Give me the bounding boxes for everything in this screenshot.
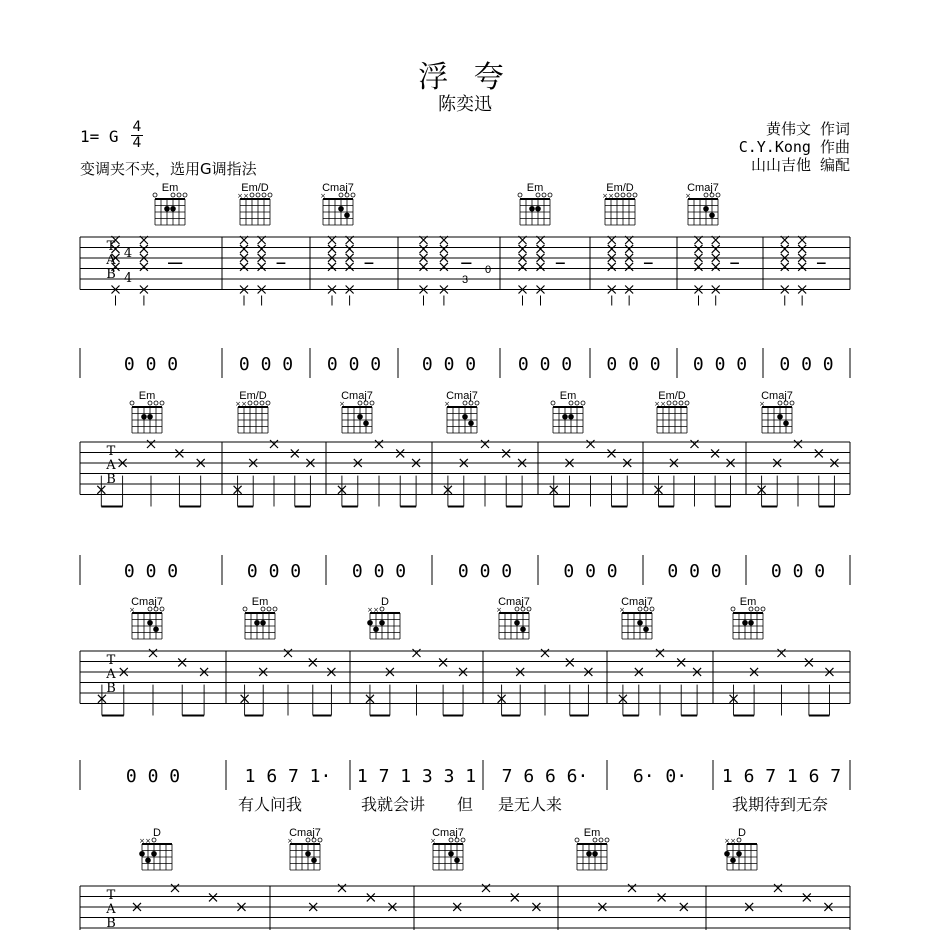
muted-string-marker: × bbox=[444, 400, 450, 408]
jianpu-measure: 0 0 0 bbox=[517, 354, 573, 375]
chord-finger-dot bbox=[151, 851, 157, 857]
tab-note-x bbox=[175, 449, 183, 457]
chord-diagram bbox=[731, 596, 765, 639]
chord-finger-dot bbox=[448, 851, 454, 857]
muted-string-marker: × bbox=[235, 400, 241, 408]
chord-name: Cmaj7 bbox=[322, 182, 354, 194]
chord-name: Em bbox=[138, 390, 156, 402]
jianpu-measure: 0 0 0 bbox=[123, 354, 179, 375]
tab-note-x bbox=[482, 884, 490, 892]
tab-note-x bbox=[711, 449, 719, 457]
tab-note-x bbox=[778, 649, 786, 657]
muted-string-marker: × bbox=[129, 606, 135, 614]
chord-finger-dot bbox=[344, 212, 350, 218]
open-string-marker bbox=[183, 193, 187, 197]
muted-string-marker: × bbox=[608, 192, 614, 200]
tab-clef-letter: B bbox=[106, 916, 116, 930]
muted-string-marker: × bbox=[685, 192, 691, 200]
chord-finger-dot bbox=[468, 420, 474, 426]
song-title: 浮 夸 bbox=[418, 60, 512, 95]
tab-note-x bbox=[628, 884, 636, 892]
jianpu-measure: 0 0 0 bbox=[238, 354, 294, 375]
tab-note-x bbox=[240, 245, 248, 253]
muted-string-marker: × bbox=[430, 837, 436, 845]
chord-diagram bbox=[130, 390, 164, 433]
chord-finger-dot bbox=[254, 620, 260, 626]
tab-note-x bbox=[781, 263, 789, 271]
tab-note-x bbox=[625, 245, 633, 253]
open-string-marker bbox=[266, 401, 270, 405]
chord-finger-dot bbox=[703, 206, 709, 212]
chord-diagram bbox=[654, 390, 689, 433]
tab-clef-letter: T bbox=[106, 239, 116, 254]
tab-note-x bbox=[420, 263, 428, 271]
chord-finger-dot bbox=[373, 626, 379, 632]
chord-diagram bbox=[551, 390, 585, 433]
tab-clef-letter: T bbox=[106, 444, 116, 459]
chord-name: Cmaj7 bbox=[446, 390, 478, 402]
open-string-marker bbox=[605, 838, 609, 842]
chord-diagram bbox=[759, 390, 794, 433]
chord-finger-dot bbox=[777, 414, 783, 420]
chord-name: Em bbox=[161, 182, 179, 194]
arranger-credit: 山山吉他 编配 bbox=[750, 156, 850, 174]
chord-finger-dot bbox=[139, 851, 145, 857]
chord-name: Cmaj7 bbox=[432, 827, 464, 839]
muted-string-marker: × bbox=[654, 400, 660, 408]
jianpu-measure: 0 0 0 bbox=[606, 354, 661, 375]
chord-finger-dot bbox=[730, 857, 736, 863]
tab-clef-letter: A bbox=[106, 458, 116, 473]
chord-name: Em bbox=[251, 596, 269, 608]
chord-finger-dot bbox=[586, 851, 592, 857]
tab-note-x bbox=[656, 649, 664, 657]
jianpu-measure: 1 6 7 1 6 7 bbox=[721, 766, 842, 787]
jianpu-measure: 0 0 0 bbox=[667, 561, 722, 582]
chord-finger-dot bbox=[637, 620, 643, 626]
song-artist: 陈奕迅 bbox=[438, 94, 492, 115]
tab-note-x bbox=[291, 449, 299, 457]
tab-clef-letter: A bbox=[106, 902, 116, 917]
lyric-text: 我期待到无奈 bbox=[731, 795, 829, 814]
tab-clef-letter: T bbox=[106, 888, 116, 903]
open-string-marker bbox=[599, 838, 603, 842]
tab-note-x bbox=[695, 245, 703, 253]
tab-note-x bbox=[338, 884, 346, 892]
chord-finger-dot bbox=[529, 206, 535, 212]
tab-note-x bbox=[537, 245, 545, 253]
tab-note-x bbox=[815, 449, 823, 457]
chord-diagram bbox=[339, 390, 374, 433]
chord-diagram bbox=[444, 390, 479, 433]
open-string-marker bbox=[685, 401, 689, 405]
chord-diagram bbox=[430, 827, 465, 870]
tab-note-x bbox=[481, 440, 489, 448]
chord-finger-dot bbox=[363, 420, 369, 426]
chord-finger-dot bbox=[145, 857, 151, 863]
key-signature: 1= G bbox=[80, 127, 119, 146]
tab-note-x bbox=[608, 245, 616, 253]
chord-diagram bbox=[320, 182, 355, 225]
tab-note-x bbox=[375, 440, 383, 448]
chord-finger-dot bbox=[535, 206, 541, 212]
tab-note-x bbox=[658, 893, 666, 901]
jianpu-measure: 0 0 0 bbox=[123, 561, 179, 582]
chord-finger-dot bbox=[742, 620, 748, 626]
chord-name: Cmaj7 bbox=[761, 390, 793, 402]
tab-note-x bbox=[798, 263, 806, 271]
chord-diagram bbox=[367, 596, 400, 639]
muted-string-marker: × bbox=[237, 192, 243, 200]
chord-name: Em bbox=[559, 390, 577, 402]
lyric-text: 但 bbox=[456, 795, 474, 814]
time-sig-top: 4 bbox=[132, 119, 142, 135]
chord-finger-dot bbox=[357, 414, 363, 420]
muted-string-marker: × bbox=[139, 837, 145, 845]
chord-finger-dot bbox=[462, 414, 468, 420]
open-string-marker bbox=[518, 193, 522, 197]
lyric-text: 有人问我 bbox=[237, 795, 303, 814]
chord-finger-dot bbox=[147, 414, 153, 420]
chord-finger-dot bbox=[748, 620, 754, 626]
lyric-text: 是无人来 bbox=[497, 795, 563, 814]
tab-clef-letter: B bbox=[106, 267, 116, 282]
open-string-marker bbox=[243, 607, 247, 611]
chord-diagram bbox=[139, 827, 172, 870]
jianpu-measure: 0 0 0 bbox=[125, 766, 181, 787]
chord-finger-dot bbox=[709, 212, 715, 218]
muted-string-marker: × bbox=[367, 606, 373, 614]
muted-string-marker: × bbox=[320, 192, 326, 200]
jianpu-measure: 0 0 0 bbox=[421, 354, 477, 375]
jianpu-measure: 7 6 6 6· bbox=[501, 766, 589, 787]
tab-note-x bbox=[803, 893, 811, 901]
muted-string-marker: × bbox=[660, 400, 666, 408]
chord-finger-dot bbox=[568, 414, 574, 420]
jianpu-measure: 0 0 0 bbox=[770, 561, 826, 582]
chord-diagram bbox=[619, 596, 654, 639]
jianpu-measure: 0 0 0 bbox=[563, 561, 618, 582]
chord-diagram bbox=[575, 827, 609, 870]
time-sig-bottom: 4 bbox=[132, 135, 142, 151]
jianpu-measure: 0 0 0 bbox=[457, 561, 513, 582]
tab-note-x bbox=[677, 658, 685, 666]
open-string-marker bbox=[154, 401, 158, 405]
tab-note-x bbox=[608, 449, 616, 457]
chord-finger-dot bbox=[520, 626, 526, 632]
jianpu-measure: 0 0 0 bbox=[326, 354, 382, 375]
open-string-marker bbox=[761, 607, 765, 611]
tab-note-x bbox=[346, 245, 354, 253]
tab-note-x bbox=[140, 263, 148, 271]
jianpu-measure: 0 0 0 bbox=[351, 561, 407, 582]
chord-finger-dot bbox=[454, 857, 460, 863]
chord-name: Em bbox=[739, 596, 757, 608]
tab-clef-letter: T bbox=[106, 653, 116, 668]
tab-note-x bbox=[712, 245, 720, 253]
chord-finger-dot bbox=[141, 414, 147, 420]
jianpu-measure: 1 6 7 1· bbox=[244, 766, 332, 787]
tab-note-x bbox=[258, 263, 266, 271]
tab-note-x bbox=[140, 245, 148, 253]
open-string-marker bbox=[273, 607, 277, 611]
tab-note-x bbox=[240, 263, 248, 271]
open-string-marker bbox=[551, 401, 555, 405]
muted-string-marker: × bbox=[287, 837, 293, 845]
muted-string-marker: × bbox=[241, 400, 247, 408]
lyricist-credit: 黄伟文 作词 bbox=[765, 120, 850, 138]
open-string-marker bbox=[731, 607, 735, 611]
chord-finger-dot bbox=[592, 851, 598, 857]
tab-note-x bbox=[258, 245, 266, 253]
chord-finger-dot bbox=[153, 626, 159, 632]
tab-note-x bbox=[328, 263, 336, 271]
tab-note-x bbox=[774, 884, 782, 892]
chord-name: Cmaj7 bbox=[687, 182, 719, 194]
chord-finger-dot bbox=[562, 414, 568, 420]
chord-name: Cmaj7 bbox=[289, 827, 321, 839]
tab-note-x bbox=[270, 440, 278, 448]
tab-note-x bbox=[566, 658, 574, 666]
chord-finger-dot bbox=[783, 420, 789, 426]
chord-diagram bbox=[287, 827, 322, 870]
chord-diagram bbox=[153, 182, 187, 225]
open-string-marker bbox=[177, 193, 181, 197]
chord-name: Em bbox=[526, 182, 544, 194]
capo-note: 变调夹不夹，选用G调指法 bbox=[80, 160, 257, 178]
tab-note-x bbox=[695, 263, 703, 271]
chord-finger-dot bbox=[379, 620, 385, 626]
tab-note-x bbox=[625, 263, 633, 271]
chord-diagram bbox=[518, 182, 552, 225]
tab-fret-number: 0 bbox=[484, 264, 492, 276]
chord-finger-dot bbox=[305, 851, 311, 857]
jianpu-measure: 0 0 0 bbox=[692, 354, 748, 375]
chord-name: Cmaj7 bbox=[621, 596, 653, 608]
chord-name: Em/D bbox=[606, 182, 634, 194]
jianpu-measure: 1 7 1 3 3 1 bbox=[356, 766, 477, 787]
tab-time-sig-top: 4 bbox=[123, 246, 133, 261]
open-string-marker bbox=[575, 838, 579, 842]
open-string-marker bbox=[153, 193, 157, 197]
chord-finger-dot bbox=[170, 206, 176, 212]
tab-note-x bbox=[587, 440, 595, 448]
muted-string-marker: × bbox=[243, 192, 249, 200]
tab-note-x bbox=[519, 245, 527, 253]
chord-name: D bbox=[738, 827, 746, 839]
tab-note-x bbox=[440, 245, 448, 253]
tab-note-x bbox=[209, 893, 217, 901]
tab-fret-number: 3 bbox=[461, 274, 469, 286]
chord-name: Em/D bbox=[658, 390, 686, 402]
tab-note-x bbox=[413, 649, 421, 657]
chord-diagram bbox=[235, 390, 270, 433]
chord-diagram bbox=[685, 182, 720, 225]
open-string-marker bbox=[542, 193, 546, 197]
tab-clef-letter: A bbox=[106, 253, 116, 268]
chord-diagram bbox=[243, 596, 277, 639]
chord-name: Em/D bbox=[241, 182, 269, 194]
tab-note-x bbox=[178, 658, 186, 666]
tab-note-x bbox=[805, 658, 813, 666]
open-string-marker bbox=[633, 193, 637, 197]
tab-note-x bbox=[537, 263, 545, 271]
muted-string-marker: × bbox=[496, 606, 502, 614]
tab-time-sig-bottom: 4 bbox=[123, 271, 133, 286]
chord-name: D bbox=[381, 596, 389, 608]
muted-string-marker: × bbox=[339, 400, 345, 408]
tab-note-x bbox=[346, 263, 354, 271]
chord-finger-dot bbox=[260, 620, 266, 626]
open-string-marker bbox=[160, 401, 164, 405]
tab-note-x bbox=[608, 263, 616, 271]
open-string-marker bbox=[755, 607, 759, 611]
tab-note-x bbox=[541, 649, 549, 657]
composer-credit: C.Y.Kong 作曲 bbox=[738, 138, 850, 156]
chord-name: Em bbox=[583, 827, 601, 839]
jianpu-measure: 0 0 0 bbox=[779, 354, 834, 375]
tab-note-x bbox=[171, 884, 179, 892]
tab-note-x bbox=[781, 245, 789, 253]
chord-diagram bbox=[602, 182, 637, 225]
tab-note-x bbox=[328, 245, 336, 253]
lyric-text: 我就会讲 bbox=[360, 795, 426, 814]
chord-name: D bbox=[153, 827, 161, 839]
muted-string-marker: × bbox=[759, 400, 765, 408]
muted-string-marker: × bbox=[373, 606, 379, 614]
tab-note-x bbox=[309, 658, 317, 666]
tab-note-x bbox=[149, 649, 157, 657]
muted-string-marker: × bbox=[145, 837, 151, 845]
open-string-marker bbox=[548, 193, 552, 197]
chord-finger-dot bbox=[311, 857, 317, 863]
tab-note-x bbox=[147, 440, 155, 448]
chord-name: Cmaj7 bbox=[131, 596, 163, 608]
tab-note-x bbox=[420, 245, 428, 253]
tab-note-x bbox=[511, 893, 519, 901]
chord-finger-dot bbox=[514, 620, 520, 626]
chord-finger-dot bbox=[164, 206, 170, 212]
open-string-marker bbox=[575, 401, 579, 405]
open-string-marker bbox=[268, 193, 272, 197]
tab-note-x bbox=[502, 449, 510, 457]
tab-note-x bbox=[439, 658, 447, 666]
muted-string-marker: × bbox=[619, 606, 625, 614]
chord-finger-dot bbox=[643, 626, 649, 632]
jianpu-measure: 0 0 0 bbox=[246, 561, 302, 582]
chord-finger-dot bbox=[736, 851, 742, 857]
tab-clef-letter: B bbox=[106, 681, 116, 696]
chord-finger-dot bbox=[367, 620, 373, 626]
tab-clef-letter: A bbox=[106, 667, 116, 682]
chord-diagram bbox=[496, 596, 531, 639]
chord-diagram bbox=[129, 596, 164, 639]
muted-string-marker: × bbox=[602, 192, 608, 200]
chord-finger-dot bbox=[724, 851, 730, 857]
tab-note-x bbox=[691, 440, 699, 448]
tab-note-x bbox=[798, 245, 806, 253]
chord-name: Cmaj7 bbox=[341, 390, 373, 402]
muted-string-marker: × bbox=[724, 837, 730, 845]
tab-note-x bbox=[396, 449, 404, 457]
chord-finger-dot bbox=[147, 620, 153, 626]
open-string-marker bbox=[130, 401, 134, 405]
tab-note-x bbox=[794, 440, 802, 448]
tab-note-x bbox=[712, 263, 720, 271]
chord-finger-dot bbox=[338, 206, 344, 212]
tab-clef-letter: B bbox=[106, 472, 116, 487]
chord-diagram bbox=[237, 182, 272, 225]
open-string-marker bbox=[581, 401, 585, 405]
open-string-marker bbox=[267, 607, 271, 611]
chord-name: Em/D bbox=[239, 390, 267, 402]
chord-diagram bbox=[724, 827, 757, 870]
tab-note-x bbox=[519, 263, 527, 271]
tab-note-x bbox=[284, 649, 292, 657]
chord-name: Cmaj7 bbox=[498, 596, 530, 608]
muted-string-marker: × bbox=[730, 837, 736, 845]
jianpu-measure: 6· 0· bbox=[632, 766, 688, 787]
tab-note-x bbox=[367, 893, 375, 901]
tab-note-x bbox=[440, 263, 448, 271]
